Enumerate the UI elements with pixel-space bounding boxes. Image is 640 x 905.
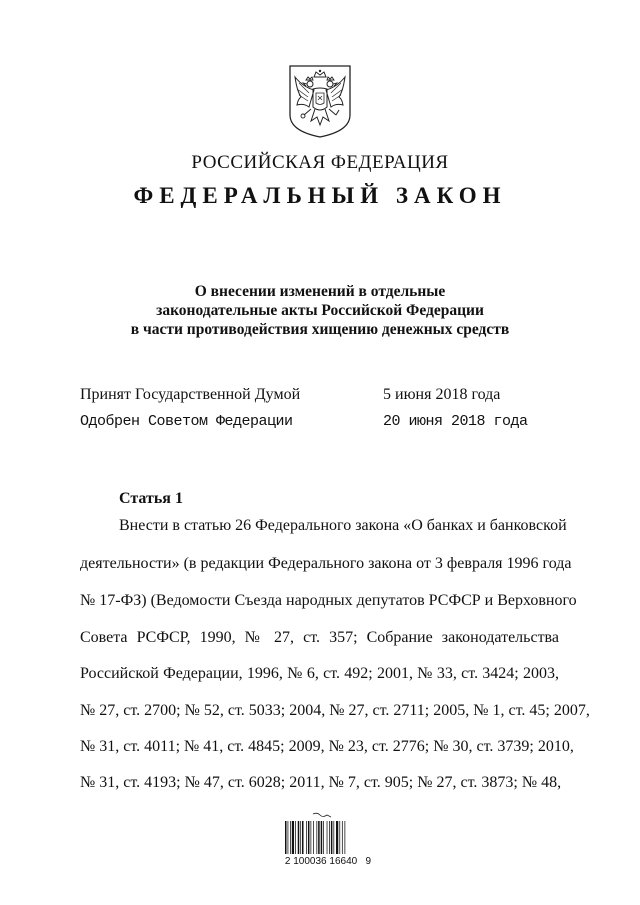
barcode-bar — [285, 821, 287, 854]
approved-date: 20 июня 2018 года — [383, 413, 528, 430]
barcode-bar — [339, 821, 340, 854]
barcode-bar — [318, 821, 320, 854]
barcode-bar — [327, 821, 328, 854]
article-text-line: № 17-ФЗ) (Ведомости Съезда народных депутатов РСФСР и Верховного — [80, 592, 577, 609]
barcode-bar — [308, 821, 310, 854]
law-title-line: О внесении изменений в отдельные — [194, 283, 446, 300]
law-title-line: законодательные акты Российской Федерации — [156, 302, 484, 319]
adopted-label: Принят Государственной Думой — [80, 386, 301, 403]
barcode-bar — [302, 821, 304, 854]
article-text-line: деятельности» (в редакции Федерального закона от 3 февраля 1996 года — [80, 555, 572, 572]
article-text-line: Российской Федерации, 1996, № 6, ст. 492; 2001, № 33, ст. 3424; 2003, — [80, 665, 559, 682]
barcode-bar — [298, 821, 300, 854]
article-text-line: № 31, ст. 4193; № 47, ст. 6028; 2011, № 7, ст. 905; № 27, ст. 3873; № 48, — [80, 774, 562, 791]
barcode-bar — [288, 821, 289, 854]
document-type: ФЕДЕРАЛЬНЫЙ ЗАКОН — [133, 183, 507, 208]
barcode-bar — [290, 821, 291, 854]
barcode-bar — [345, 821, 346, 854]
barcode-bar — [300, 821, 301, 854]
barcode-bar — [342, 821, 343, 854]
double-headed-eagle-icon — [287, 63, 353, 139]
barcode-number: 2 100036 16640 9 — [284, 856, 372, 867]
article-text-line: № 31, ст. 4011; № 41, ст. 4845; 2009, № 23, ст. 2776; № 30, ст. 3739; 2010, — [80, 738, 574, 755]
law-title-line: в части противодействия хищению денежных средств — [130, 321, 510, 338]
barcode-bar — [323, 821, 324, 854]
article-heading: Статья 1 — [119, 490, 183, 507]
barcode-bar — [295, 821, 296, 854]
barcode-bar — [292, 821, 294, 854]
barcode-bar — [329, 821, 330, 854]
barcode-bar — [331, 821, 333, 854]
barcode-bar — [306, 821, 307, 854]
law-title — [0, 282, 640, 339]
article-text-line: Внести в статью 26 Федерального закона «О банках и банковской — [119, 517, 567, 534]
adopted-date: 5 июня 2018 года — [383, 386, 501, 403]
coat-of-arms-emblem — [287, 63, 353, 139]
barcode-bar — [336, 821, 338, 854]
barcode-bar — [316, 821, 317, 854]
barcode-icon — [283, 812, 373, 857]
barcode-bar — [321, 821, 323, 854]
approved-label: Одобрен Советом Федерации — [80, 413, 293, 430]
country-name: РОССИЙСКАЯ ФЕДЕРАЦИЯ — [191, 152, 449, 173]
article-text-line: Совета РСФСР, 1990, № 27, ст. 357; Собрание законодательства — [80, 629, 559, 646]
barcode-bar — [313, 821, 314, 854]
barcode-bar — [333, 821, 334, 854]
barcode — [283, 812, 373, 857]
article-text-line: № 27, ст. 2700; № 52, ст. 5033; 2004, № 27, ст. 2711; 2005, № 1, ст. 45; 2007, — [80, 702, 590, 719]
barcode-bar — [311, 821, 312, 854]
